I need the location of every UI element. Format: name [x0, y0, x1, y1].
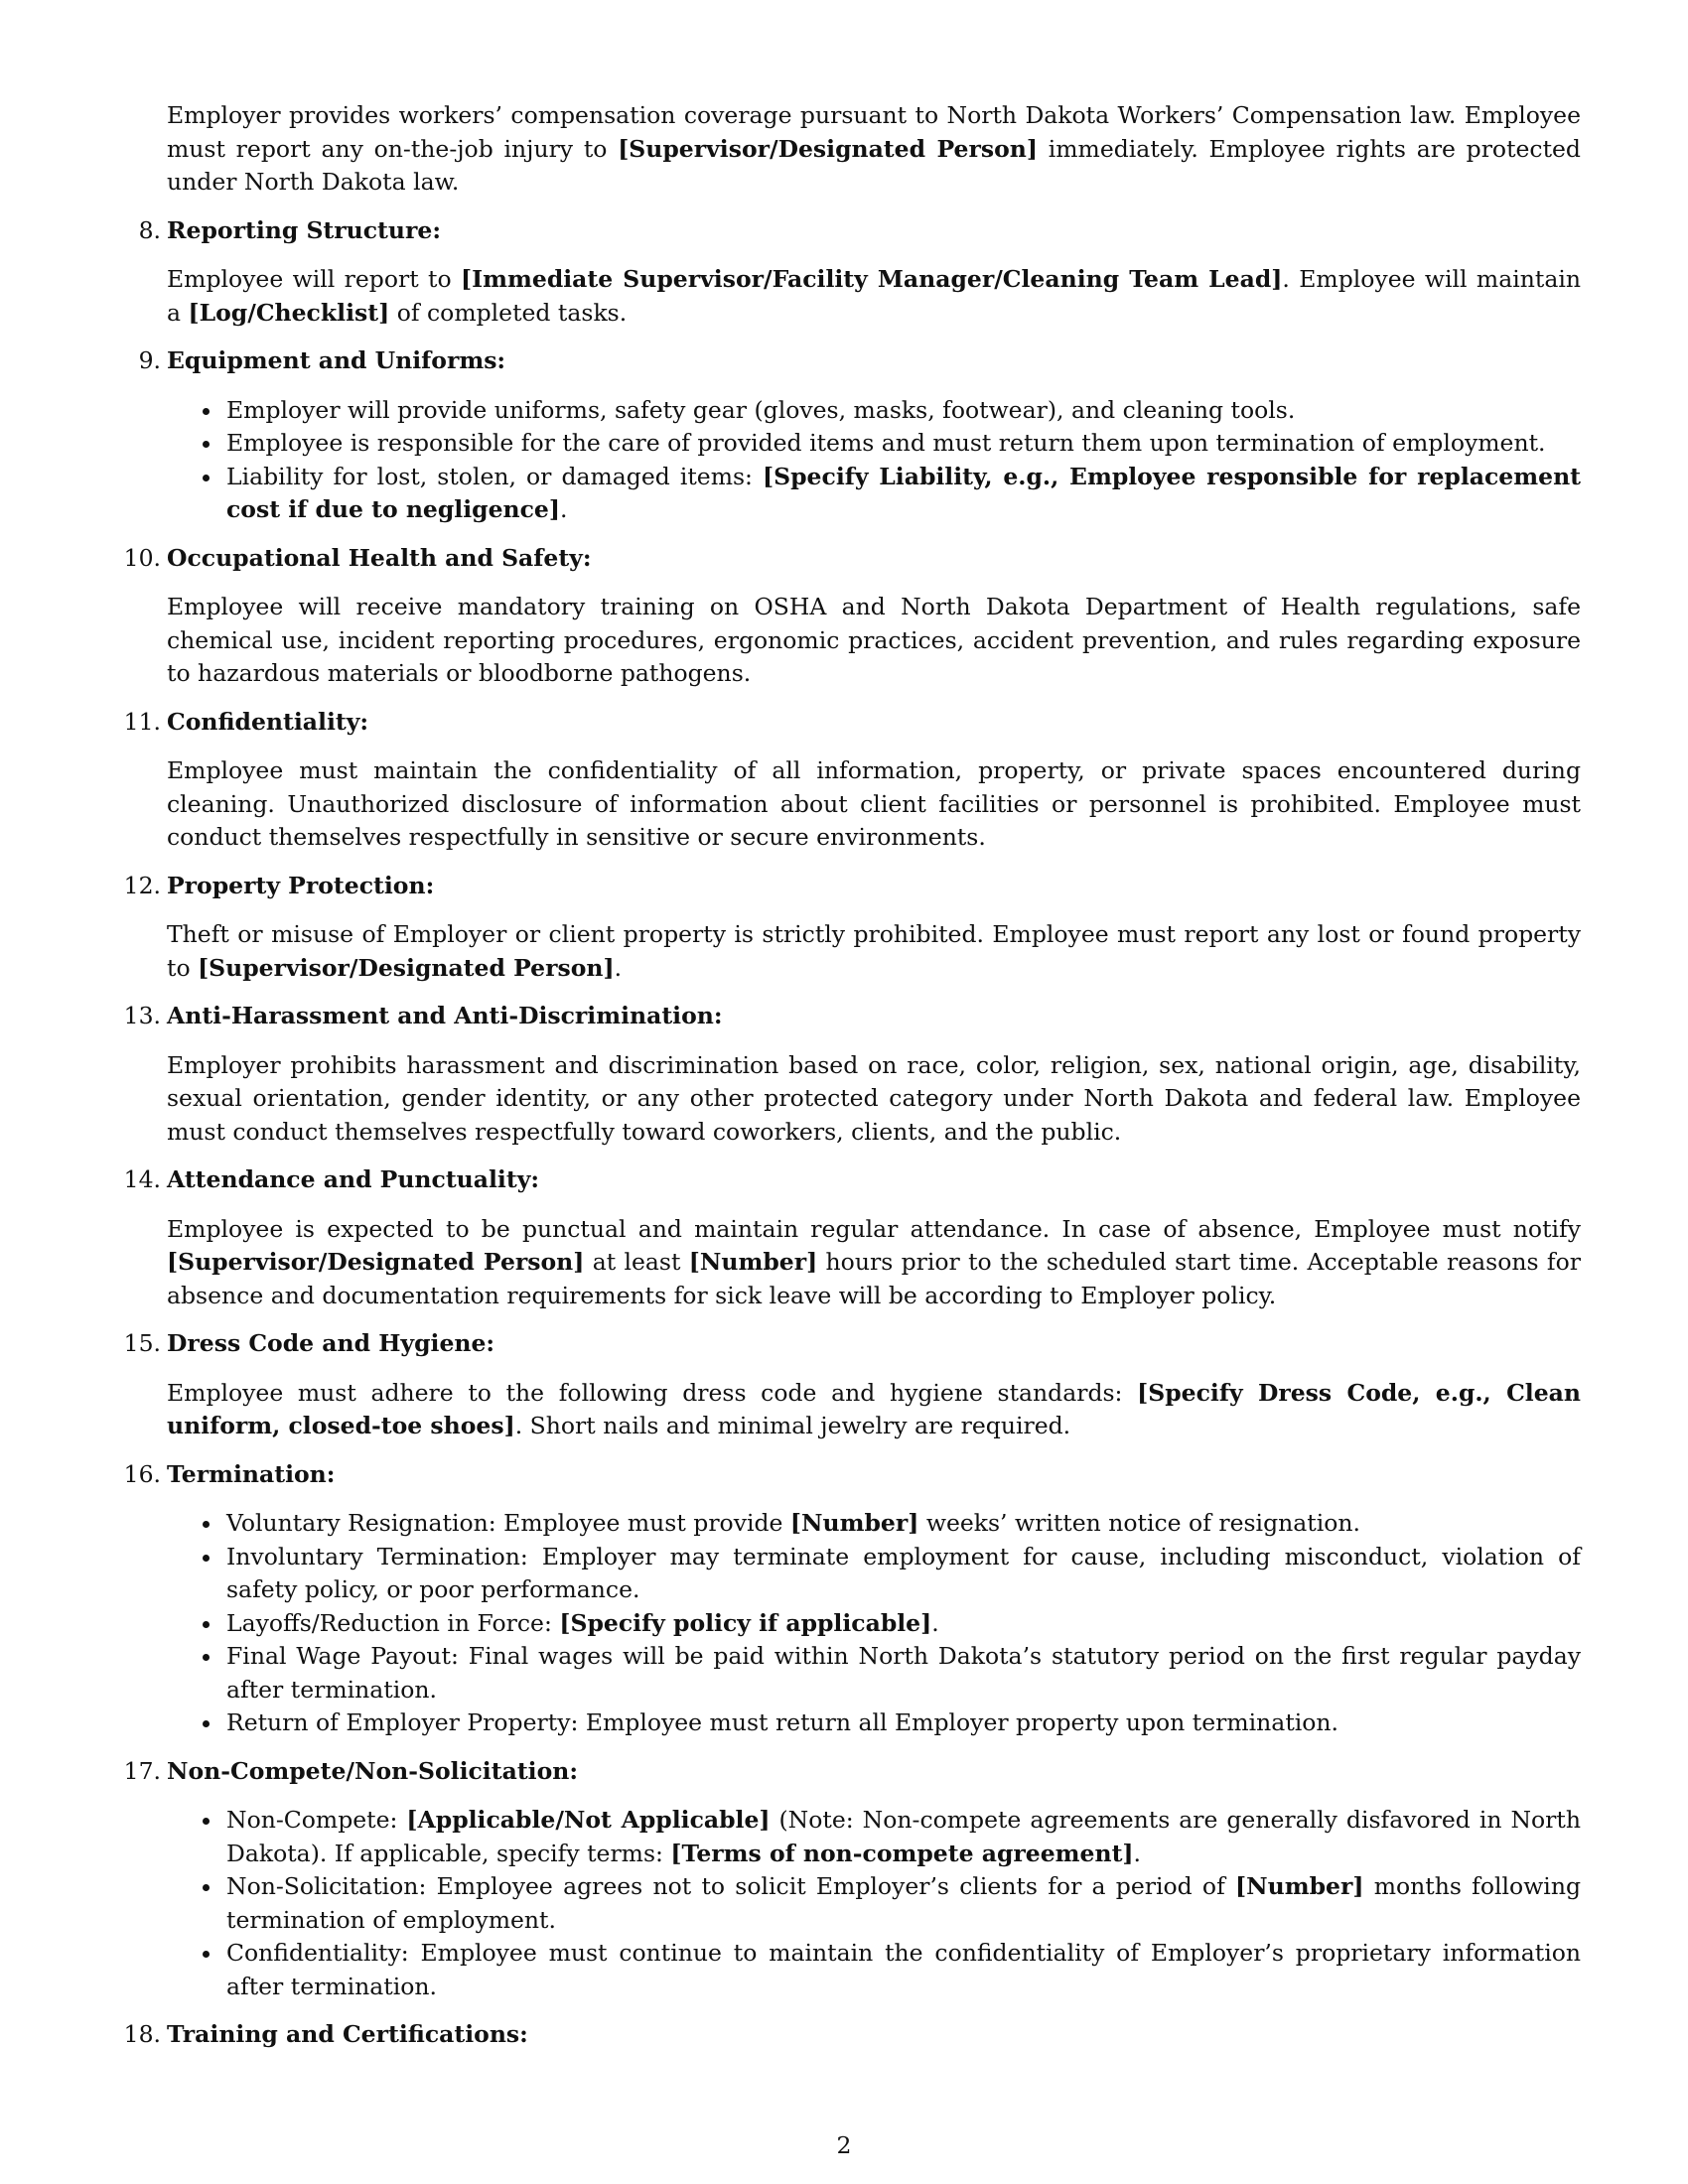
section-title: Reporting Structure:	[167, 215, 441, 244]
bullet-icon	[203, 1720, 210, 1727]
section-paragraph	[167, 1377, 1581, 1443]
section-12	[123, 870, 1581, 986]
placeholder-field: [Number]	[789, 1509, 919, 1537]
text-run: . Short nails and minimal jewelry are required.	[514, 1412, 1071, 1439]
placeholder-field: [Number]	[688, 1248, 818, 1276]
section-title: Occupational Health and Safety:	[167, 543, 592, 572]
placeholder-field: [Immediate Supervisor/Facility Manager/Cleaning Team Lead]	[461, 265, 1283, 293]
text-run: Employee must maintain the confidentiality of all information, property, or private spaces encountered during cleaning. Unauthorized disclosure of information about client facilities or personnel is prohibited. Employee must conduct themselves respectfully in sensitive or secure environments.	[167, 756, 1581, 851]
section-heading	[123, 1000, 1581, 1033]
text-run: of completed tasks.	[389, 298, 628, 327]
text-run: Non-Solicitation: Employee agrees not to solicit Employer’s clients for a period of	[226, 1872, 1236, 1900]
bullet-icon	[203, 1951, 210, 1958]
bullet-icon	[203, 1521, 210, 1528]
bullet-icon	[203, 1621, 210, 1628]
bullet-icon	[203, 1654, 210, 1661]
bullet-item	[226, 1870, 1581, 1937]
text-run: Employer prohibits harassment and discrimination based on race, color, religion, sex, national origin, age, disability, sexual orientation, gender identity, or any other protected category under North Dakota and federal law. Employee must conduct themselves respectfully toward coworkers, clients, and the public.	[167, 1050, 1581, 1146]
section-16	[123, 1458, 1581, 1740]
section-heading	[123, 870, 1581, 903]
section-paragraph	[167, 1213, 1581, 1313]
text-run: . Employee will maintain a	[167, 265, 1581, 327]
text-run: Liability for lost, stolen, or damaged items:	[226, 462, 764, 490]
text-run: (Note: Non-compete agreements are generally disfavored in North Dakota). If applicable, specify terms:	[226, 1806, 1581, 1867]
section-heading	[123, 1163, 1581, 1197]
section-number: 10.	[123, 543, 161, 572]
section-14	[123, 1163, 1581, 1312]
bullet-item	[226, 1541, 1581, 1607]
section-heading	[123, 542, 1581, 576]
bullet-item	[226, 1607, 1581, 1641]
placeholder-field: [Supervisor/Designated Person]	[167, 1248, 585, 1276]
text-run: hours prior to the scheduled start time. Acceptable reasons for absence and documentation requirements for sick leave will be according to Employer policy.	[167, 1248, 1581, 1309]
bullet-icon	[203, 475, 210, 481]
section-title: Dress Code and Hygiene:	[167, 1329, 495, 1357]
text-run: Non-Compete:	[226, 1806, 407, 1834]
section-number: 9.	[138, 346, 161, 374]
text-run: Employer provides workers’ compensation coverage pursuant to North Dakota Workers’ Compensation law. Employee must report any on-the-job injury to	[167, 101, 1581, 163]
bullet-item	[226, 1937, 1581, 2003]
section-heading	[123, 2018, 1581, 2052]
section-11	[123, 706, 1581, 855]
bullet-list	[167, 394, 1581, 527]
placeholder-field: [Specify Dress Code, e.g., Clean uniform, closed-toe shoes]	[167, 1378, 1581, 1439]
section-13	[123, 1000, 1581, 1149]
section-number: 15.	[123, 1329, 161, 1357]
bullet-item	[226, 461, 1581, 527]
section-heading	[123, 1458, 1581, 1492]
section-number: 12.	[123, 871, 161, 899]
bullet-icon	[203, 408, 210, 415]
section-heading	[138, 214, 1581, 248]
section-18	[123, 2018, 1581, 2052]
bullet-item	[226, 1507, 1581, 1541]
placeholder-field: [Specify Liability, e.g., Employee responsible for replacement cost if due to negligence]	[226, 462, 1582, 523]
bullet-list	[167, 1804, 1581, 2003]
text-run: at least	[584, 1248, 689, 1276]
section-paragraph	[167, 754, 1581, 855]
text-run: .	[1133, 1839, 1142, 1867]
text-run: months following termination of employment.	[226, 1872, 1581, 1934]
text-run: Involuntary Termination: Employer may terminate employment for cause, including misconduct, violation of safety policy, or poor performance.	[226, 1542, 1581, 1603]
text-run: Employee will report to	[167, 265, 462, 293]
section-title: Equipment and Uniforms:	[167, 346, 506, 374]
text-run: Employee will receive mandatory training on OSHA and North Dakota Department of Health regulations, safe chemical use, incident reporting procedures, ergonomic practices, accident prevention, and rules regarding exposure to hazardous materials or bloodborne pathogens.	[167, 593, 1581, 687]
section-number: 11.	[123, 707, 161, 736]
sections-list	[123, 214, 1582, 2052]
text-run: .	[931, 1608, 939, 1637]
section-number: 13.	[123, 1002, 161, 1029]
placeholder-field: [Supervisor/Designated Person]	[618, 134, 1038, 163]
section-15	[123, 1327, 1581, 1443]
section-paragraph	[167, 263, 1581, 330]
text-run: Employee must adhere to the following dress code and hygiene standards:	[167, 1378, 1138, 1407]
text-run: Final Wage Payout: Final wages will be paid within North Dakota’s statutory period on the first regular payday after termination.	[226, 1642, 1581, 1704]
placeholder-field: [Number]	[1235, 1872, 1364, 1900]
text-run: Voluntary Resignation: Employee must provide	[226, 1509, 790, 1537]
section-title: Training and Certifications:	[167, 2020, 528, 2048]
bullet-item	[226, 1640, 1581, 1706]
section-heading	[123, 706, 1581, 740]
text-run: Layoffs/Reduction in Force:	[226, 1608, 560, 1637]
bullet-item	[226, 394, 1581, 428]
page-number: 2	[836, 2131, 852, 2159]
placeholder-field: [Log/Checklist]	[188, 298, 390, 327]
placeholder-field: [Specify policy if applicable]	[559, 1608, 932, 1637]
text-run: immediately. Employee rights are protected under North Dakota law.	[167, 134, 1581, 196]
section-paragraph	[167, 1049, 1581, 1150]
bullet-item	[226, 427, 1581, 461]
section-number: 17.	[123, 1756, 161, 1785]
section-title: Attendance and Punctuality:	[167, 1165, 540, 1193]
bullet-item	[226, 1706, 1581, 1740]
text-run: Employee is expected to be punctual and maintain regular attendance. In case of absence, Employee must notify	[167, 1214, 1581, 1243]
section-title: Termination:	[167, 1459, 336, 1488]
section-heading	[123, 1755, 1581, 1789]
section-number: 16.	[123, 1459, 161, 1488]
section-number: 8.	[138, 215, 161, 244]
text-run: weeks’ written notice of resignation.	[918, 1509, 1360, 1537]
section-heading	[123, 1327, 1581, 1361]
section-10	[123, 542, 1581, 691]
section-8	[138, 214, 1581, 331]
text-run: Confidentiality: Employee must continue to maintain the confidentiality of Employer’s proprietary information after termination.	[226, 1939, 1581, 2000]
text-run: .	[560, 495, 568, 523]
section-paragraph	[167, 918, 1581, 985]
document-body	[123, 99, 1582, 2068]
intro-paragraph	[167, 99, 1581, 200]
text-run: Theft or misuse of Employer or client property is strictly prohibited. Employee must report any lost or found property to	[167, 920, 1581, 982]
section-9	[138, 344, 1582, 527]
bullet-icon	[203, 441, 210, 448]
section-number: 18.	[123, 2020, 161, 2048]
placeholder-field: [Supervisor/Designated Person]	[198, 953, 615, 982]
text-run: .	[614, 953, 623, 982]
text-run: Employee is responsible for the care of provided items and must return them upon termination of employment.	[226, 429, 1546, 457]
bullet-icon	[203, 1884, 210, 1891]
section-heading	[138, 344, 1581, 378]
bullet-list	[167, 1507, 1581, 1740]
bullet-item	[226, 1804, 1581, 1870]
section-title: Non-Compete/Non-Solicitation:	[167, 1756, 579, 1785]
text-run: Employer will provide uniforms, safety gear (gloves, masks, footwear), and cleaning tools.	[226, 395, 1296, 424]
bullet-icon	[203, 1555, 210, 1562]
bullet-icon	[203, 1818, 210, 1825]
section-title: Property Protection:	[167, 871, 435, 899]
section-title: Anti-Harassment and Anti-Discrimination:	[167, 1002, 723, 1029]
placeholder-field: [Applicable/Not Applicable]	[406, 1806, 771, 1834]
section-number: 14.	[123, 1165, 161, 1193]
section-paragraph	[167, 591, 1581, 691]
section-title: Confidentiality:	[167, 707, 369, 736]
placeholder-field: [Terms of non-compete agreement]	[670, 1839, 1134, 1867]
section-17	[123, 1755, 1581, 2004]
text-run: Return of Employer Property: Employee must return all Employer property upon termination.	[226, 1708, 1339, 1736]
